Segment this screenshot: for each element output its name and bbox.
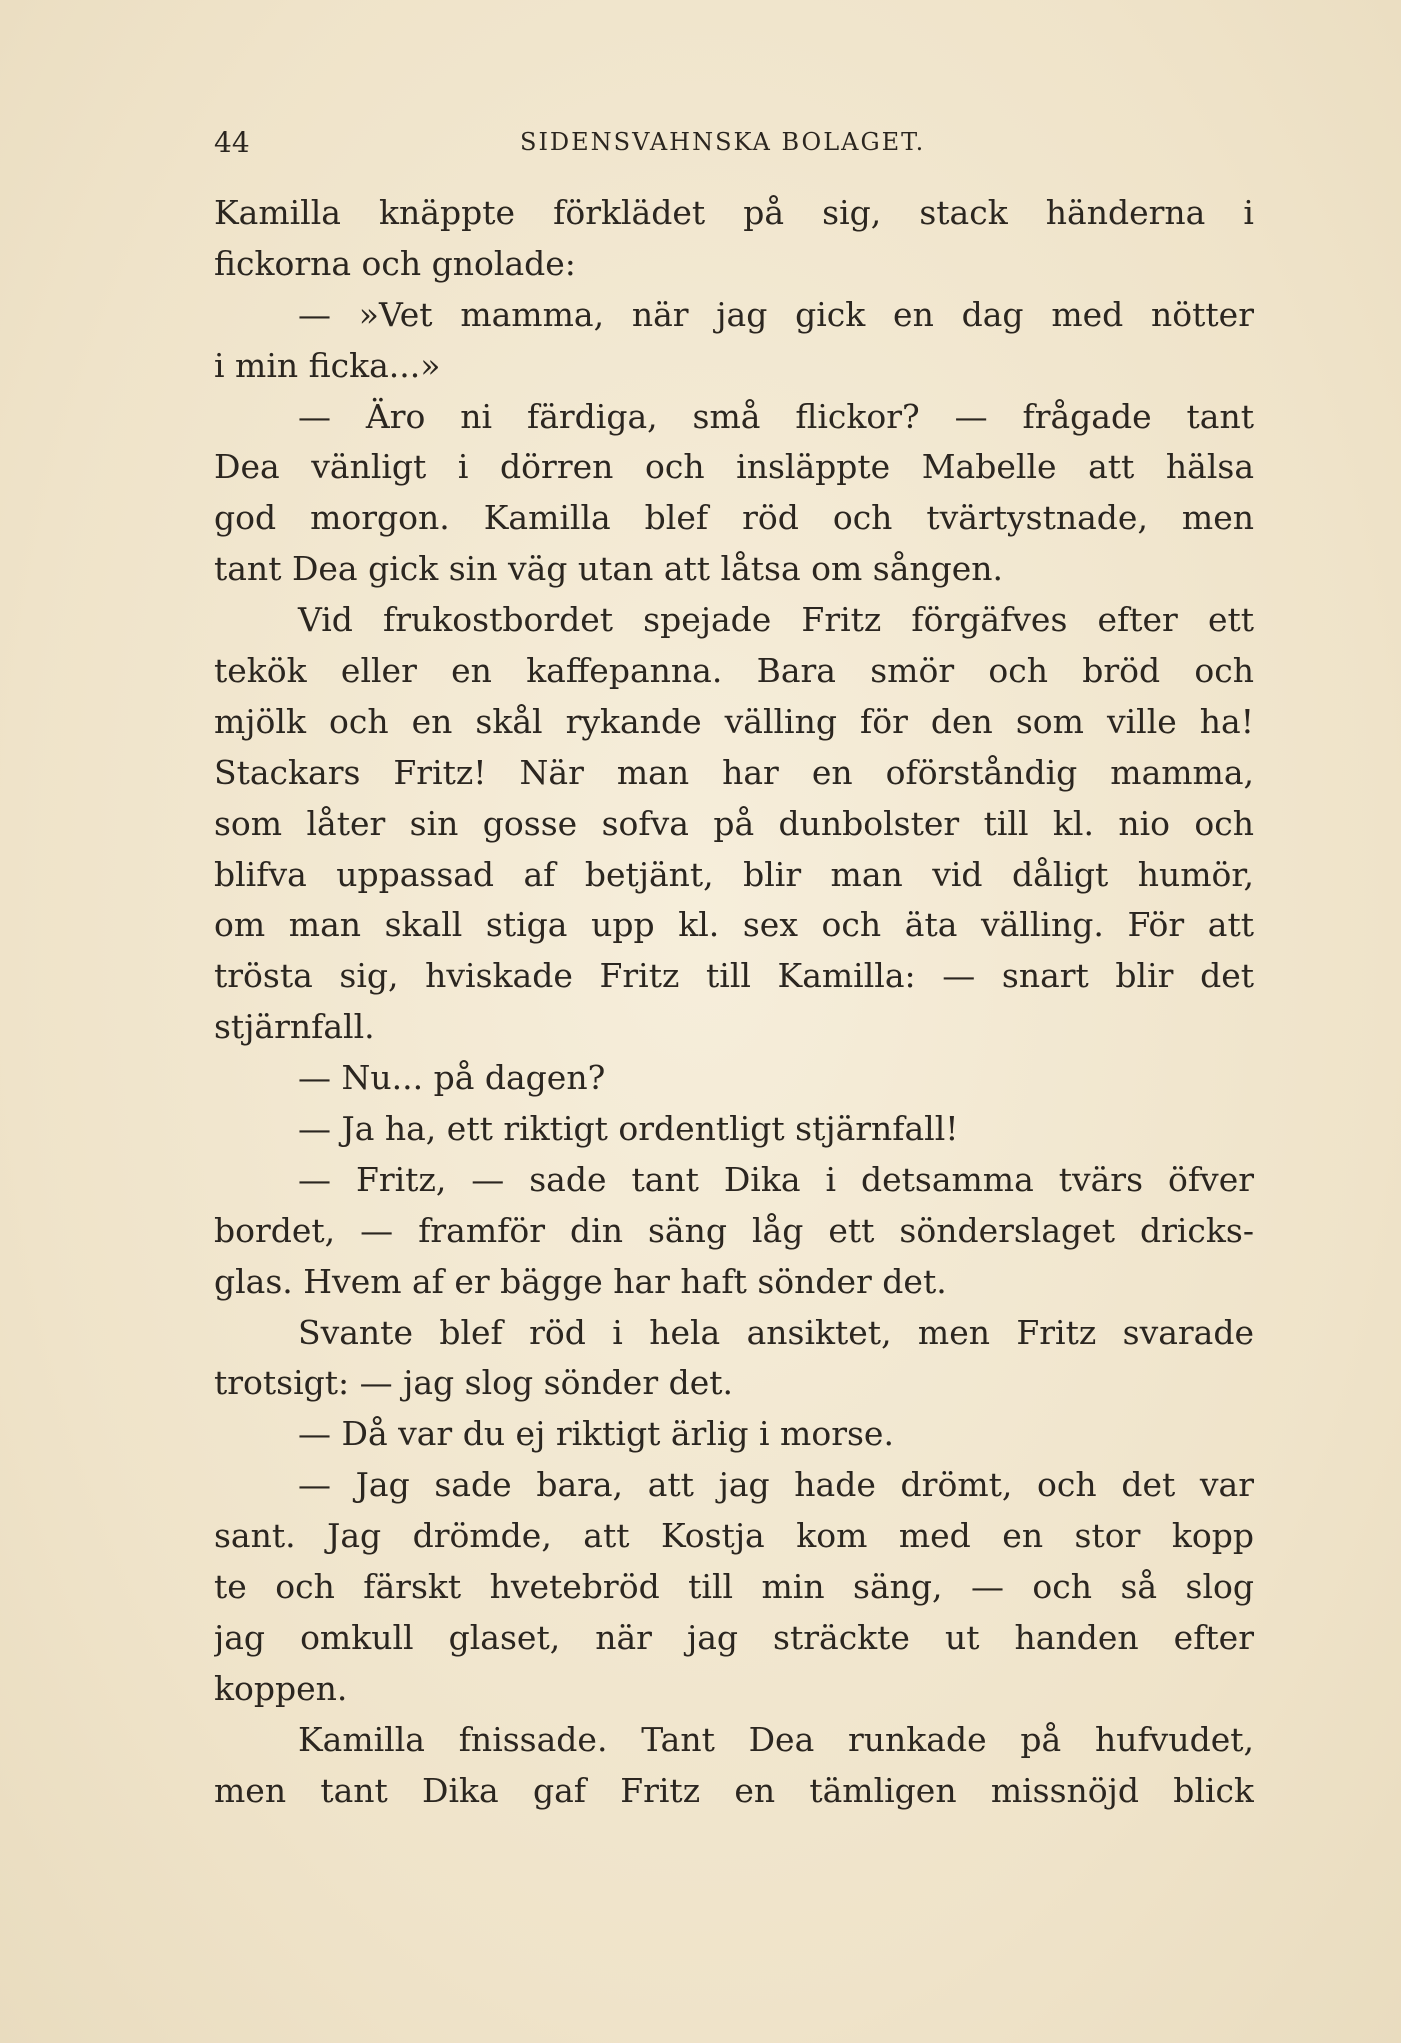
text-line: — Fritz, — sade tant Dika i detsamma tvärs öfver (298, 1159, 1254, 1199)
text-line: — Nu... på dagen? (298, 1058, 606, 1098)
text-line: koppen. (214, 1668, 348, 1708)
text-line: Vid frukostbordet spejade Fritz förgäfves efter ett (298, 600, 1254, 640)
text-line: jag omkull glaset, när jag sträckte ut handen efter (214, 1617, 1254, 1657)
text-line: i min ficka...» (214, 345, 441, 385)
text-line: bordet, — framför din säng låg ett sönderslaget dricks- (214, 1210, 1254, 1250)
text-line: trotsigt: — jag slog sönder det. (214, 1363, 734, 1403)
text-line: om man skall stiga upp kl. sex och äta välling. För att (214, 905, 1254, 945)
text-line: stjärnfall. (214, 1007, 375, 1047)
text-line: mjölk och en skål rykande välling för den som ville ha! (214, 701, 1254, 741)
running-head: SIDENSVAHNSKA BOLAGET. (520, 128, 926, 156)
text-line: blifva uppassad af betjänt, blir man vid dåligt humör, (214, 854, 1254, 894)
text-line: — Ja ha, ett riktigt ordentligt stjärnfall! (298, 1109, 959, 1149)
text-line: Kamilla fnissade. Tant Dea runkade på hufvudet, (298, 1719, 1254, 1759)
text-line: tekök eller en kaffepanna. Bara smör och bröd och (214, 651, 1254, 691)
page-header (214, 126, 1254, 166)
text-line: god morgon. Kamilla blef röd och tvärtystnade, men (214, 498, 1254, 538)
body-text (214, 188, 1254, 1817)
text-line: som låter sin gosse sofva på dunbolster till kl. nio och (214, 803, 1254, 843)
text-line: Dea vänligt i dörren och insläppte Mabelle att hälsa (214, 447, 1254, 487)
text-line: — Jag sade bara, att jag hade drömt, och det var (298, 1465, 1254, 1505)
page-number: 44 (214, 126, 250, 159)
text-line: Stackars Fritz! När man har en oförståndig mamma, (214, 752, 1254, 792)
text-line: trösta sig, hviskade Fritz till Kamilla: — snart blir det (214, 956, 1254, 996)
text-line: — Äro ni färdiga, små flickor? — frågade tant (298, 396, 1254, 436)
text-line: sant. Jag drömde, att Kostja kom med en stor kopp (214, 1516, 1254, 1556)
text-line: fickorna och gnolade: (214, 243, 576, 283)
text-line: — »Vet mamma, när jag gick en dag med nötter (298, 294, 1254, 334)
text-line: te och färskt hvetebröd till min säng, — och så slog (214, 1567, 1254, 1607)
text-line: Svante blef röd i hela ansiktet, men Fritz svarade (298, 1312, 1254, 1352)
text-line: tant Dea gick sin väg utan att låtsa om sången. (214, 549, 1004, 589)
text-line: Kamilla knäppte förklädet på sig, stack händerna i (214, 193, 1254, 232)
text-line: glas. Hvem af er bägge har haft sönder det. (214, 1261, 947, 1301)
text-line: men tant Dika gaf Fritz en tämligen missnöjd blick (214, 1770, 1254, 1810)
text-line: — Då var du ej riktigt ärlig i morse. (298, 1414, 894, 1454)
